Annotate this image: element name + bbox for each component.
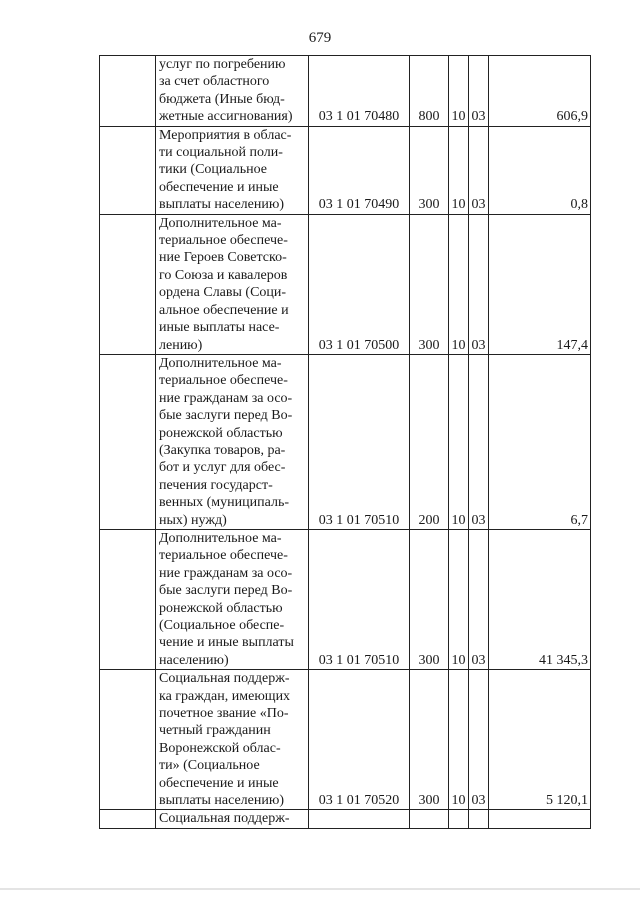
item-name-line: венных (муниципаль- xyxy=(159,495,289,511)
item-name-line: ных) нужд) xyxy=(159,512,227,528)
item-name-line: бюджета (Иные бюд- xyxy=(159,91,285,107)
table-row xyxy=(100,56,591,127)
item-name-line: лению) xyxy=(159,337,203,353)
item-name-line: ти социальной поли- xyxy=(159,145,283,161)
table-row xyxy=(100,354,591,529)
expense-type-cell: 300 xyxy=(410,670,449,810)
number-cell xyxy=(100,354,156,529)
amount-cell: 0,8 xyxy=(489,126,591,214)
item-name-line: Дополнительное ма- xyxy=(159,215,282,231)
empty-cell xyxy=(489,810,591,828)
expense-type-cell: 800 xyxy=(410,56,449,127)
target-article-cell: 03 1 01 70480 xyxy=(309,56,410,127)
empty-cell xyxy=(469,810,489,828)
item-name-line: Социальная поддерж- xyxy=(159,671,290,687)
section-cell: 10 xyxy=(449,56,469,127)
item-name-cell xyxy=(156,670,309,810)
item-name-line: го Союза и кавалеров xyxy=(159,267,288,283)
number-cell xyxy=(100,529,156,669)
item-name-line: ние гражданам за осо- xyxy=(159,390,293,406)
section-cell: 10 xyxy=(449,214,469,354)
table-row xyxy=(100,126,591,214)
item-name-cell xyxy=(156,126,309,214)
table-row xyxy=(100,529,591,669)
item-name-line: выплаты населению) xyxy=(159,793,284,809)
item-name-line: населению) xyxy=(159,652,229,668)
item-name-cell xyxy=(156,354,309,529)
amount-cell: 606,9 xyxy=(489,56,591,127)
target-article-cell: 03 1 01 70510 xyxy=(309,354,410,529)
item-name-line: ронежской областью xyxy=(159,600,283,616)
subsection-cell: 03 xyxy=(469,670,489,810)
item-name-line: чение и иные выплаты xyxy=(159,635,294,651)
amount-cell: 147,4 xyxy=(489,214,591,354)
number-cell xyxy=(100,214,156,354)
item-name-line: ние Героев Советско- xyxy=(159,250,287,266)
item-name-cell xyxy=(156,529,309,669)
subsection-cell: 03 xyxy=(469,529,489,669)
item-name-line: Дополнительное ма- xyxy=(159,530,282,546)
empty-cell xyxy=(449,810,469,828)
item-name-line: за счет областного xyxy=(159,74,270,90)
item-name-line: выплаты населению) xyxy=(159,197,284,213)
scan-smudge xyxy=(0,888,640,890)
item-name-line: ти» (Социальное xyxy=(159,758,260,774)
table-row xyxy=(100,670,591,810)
subsection-cell: 03 xyxy=(469,214,489,354)
item-name-line: ордена Славы (Соци- xyxy=(159,285,287,301)
table-row xyxy=(100,214,591,354)
section-cell: 10 xyxy=(449,529,469,669)
subsection-cell: 03 xyxy=(469,56,489,127)
item-name-line: ние гражданам за осо- xyxy=(159,565,293,581)
empty-cell xyxy=(410,810,449,828)
target-article-cell: 03 1 01 70500 xyxy=(309,214,410,354)
item-name-line: иные выплаты насе- xyxy=(159,320,280,336)
number-cell xyxy=(100,56,156,127)
item-name-line: териальное обеспече- xyxy=(159,233,288,249)
item-name-line: бот и услуг для обес- xyxy=(159,460,286,476)
item-name-line: четный гражданин xyxy=(159,723,271,739)
subsection-cell: 03 xyxy=(469,354,489,529)
item-name-line: тики (Социальное xyxy=(159,162,267,178)
number-cell xyxy=(100,670,156,810)
item-name-line: териальное обеспече- xyxy=(159,548,288,564)
section-cell: 10 xyxy=(449,354,469,529)
item-name-line: ка граждан, имеющих xyxy=(159,688,291,704)
item-name-line: обеспечение и иные xyxy=(159,775,279,791)
expense-type-cell: 300 xyxy=(410,214,449,354)
expense-type-cell: 200 xyxy=(410,354,449,529)
budget-table-body xyxy=(100,56,591,829)
item-name-line: услуг по погребению xyxy=(159,57,286,72)
item-name-line: жетные ассигнования) xyxy=(159,109,293,125)
page-number: 679 xyxy=(308,30,332,46)
section-cell: 10 xyxy=(449,126,469,214)
item-name-line: печения государст- xyxy=(159,477,273,493)
expense-type-cell: 300 xyxy=(410,126,449,214)
item-name-line: обеспечение и иные xyxy=(159,179,279,195)
budget-table xyxy=(99,55,591,829)
item-name-line: (Закупка товаров, ра- xyxy=(159,442,286,458)
amount-cell: 41 345,3 xyxy=(489,529,591,669)
amount-cell: 6,7 xyxy=(489,354,591,529)
target-article-cell: 03 1 01 70520 xyxy=(309,670,410,810)
expense-type-cell: 300 xyxy=(410,529,449,669)
item-name-line: почетное звание «По- xyxy=(159,706,289,722)
item-name-line: Мероприятия в облас- xyxy=(159,127,292,143)
empty-cell xyxy=(100,810,156,828)
item-name-line: (Социальное обеспе- xyxy=(159,618,285,633)
empty-cell xyxy=(309,810,410,828)
amount-cell: 5 120,1 xyxy=(489,670,591,810)
item-name-line: бые заслуги перед Во- xyxy=(159,583,293,599)
section-cell: 10 xyxy=(449,670,469,810)
subsection-cell: 03 xyxy=(469,126,489,214)
item-name-line: альное обеспечение и xyxy=(159,302,289,318)
item-name-cell xyxy=(156,214,309,354)
target-article-cell: 03 1 01 70510 xyxy=(309,529,410,669)
item-name-line: Воронежской облас- xyxy=(159,740,281,756)
item-name-line: бые заслуги перед Во- xyxy=(159,408,293,424)
item-name-line: териальное обеспече- xyxy=(159,373,288,389)
target-article-cell: 03 1 01 70490 xyxy=(309,126,410,214)
number-cell xyxy=(100,126,156,214)
item-name-cell: Социальная поддерж- xyxy=(156,810,309,828)
item-name-cell xyxy=(156,56,309,127)
table-row xyxy=(100,810,591,828)
item-name-line: ронежской областью xyxy=(159,425,283,441)
item-name-line: Дополнительное ма- xyxy=(159,355,282,371)
